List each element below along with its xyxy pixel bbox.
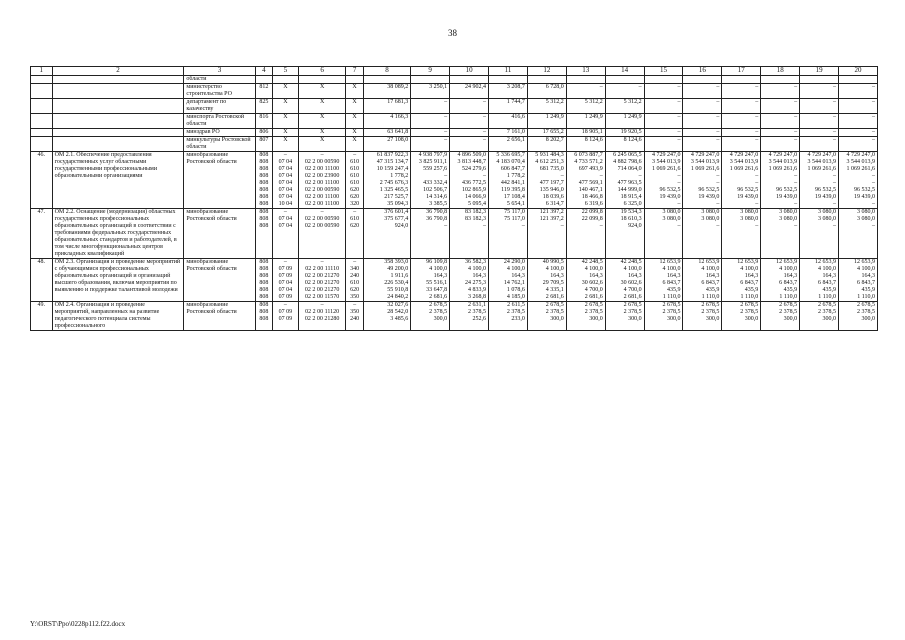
amount-cell: 2 611,5 2 378,5 233,0 [489,302,528,331]
amount-cell: 4 729 247,0 3 544 013,9 1 069 261,6 – – 96 532,5 19 439,0 – [683,152,722,209]
amount-cell: 4 729 247,0 3 544 013,9 1 069 261,6 – – 96 532,5 19 439,0 – [800,152,839,209]
amount-cell: 36 790,8 36 790,8 – [411,209,450,259]
row-number: 48. [31,259,53,302]
column-number: 8 [363,67,411,76]
amount-cell [363,76,411,84]
event-name [52,129,184,137]
amount-cell: – [644,114,683,129]
amount-cell [450,76,489,84]
amount-cell: 2 678,5 2 378,5 300,0 [527,302,566,331]
amount-cell: 4 729 247,0 3 544 013,9 1 069 261,6 – – 96 532,5 19 439,0 – [722,152,761,209]
amount-cell: 22 099,8 22 099,8 – [566,209,605,259]
table-row [31,76,878,84]
amount-cell: 4 896 509,0 3 813 448,7 524 279,6 – 436 772,5 102 865,9 14 066,9 5 095,4 [450,152,489,209]
amount-cell: 5 931 484,3 4 612 251,3 681 735,0 – 477 197,7 135 946,0 18 039,6 6 314,7 [527,152,566,209]
column-number: 3 [184,67,255,76]
event-name [52,84,184,99]
amount-cell: 3 080,0 3 080,0 – [839,209,878,259]
amount-cell: – [839,137,878,152]
amount-cell: 12 653,9 4 100,0 164,3 6 843,7 435,9 1 110,0 [800,259,839,302]
amount-cell [722,76,761,84]
amount-cell: – [800,114,839,129]
amount-cell [644,76,683,84]
table-row [31,129,878,137]
vr-code: Х [346,84,363,99]
row-number [31,99,53,114]
amount-cell: 4 729 247,0 3 544 013,9 1 069 261,6 – – 96 532,5 19 439,0 – [644,152,683,209]
rzpr-code: Х [272,84,298,99]
amount-cell: 121 397,2 121 397,2 – [527,209,566,259]
amount-cell: 6 728,0 [527,84,566,99]
amount-cell: 5 312,2 [527,99,566,114]
table-body [31,67,878,331]
csr-code: – 02 2 00 11110 02 2 00 21270 02 2 00 21270 02 2 00 21270 02 2 00 11570 [298,259,346,302]
column-number: 19 [800,67,839,76]
rzpr-code: – 07 09 07 09 [272,302,298,331]
amount-cell [761,76,800,84]
executor: области [184,76,255,84]
executor: министерство строительства РО [184,84,255,99]
amount-cell: 358 393,0 49 200,0 1 911,6 226 530,4 55 910,8 24 840,2 [363,259,411,302]
amount-cell: – [411,99,450,114]
rzpr-code: Х [272,114,298,129]
amount-cell: 5 312,2 [566,99,605,114]
amount-cell: 3 080,0 3 080,0 – [761,209,800,259]
amount-cell: 12 653,9 4 100,0 164,3 6 843,7 435,9 1 110,0 [683,259,722,302]
grbs-code: 812 [255,84,272,99]
event-name [52,114,184,129]
row-number [31,84,53,99]
table-row [31,259,878,302]
table-row [31,114,878,129]
amount-cell: 2 678,5 2 378,5 300,0 [605,302,644,331]
amount-cell: – [450,114,489,129]
amount-cell: 18 905,1 [566,129,605,137]
amount-cell: 8 202,7 [527,137,566,152]
amount-cell: – [722,99,761,114]
amount-cell: 24 290,0 4 100,0 164,3 14 762,1 1 078,6 4 185,0 [489,259,528,302]
amount-cell: 376 601,4 375 677,4 924,0 [363,209,411,259]
amount-cell: 6 245 065,5 4 882 798,6 714 064,0 – 477 963,5 144 999,0 18 915,4 6 325,0 [605,152,644,209]
amount-cell: – [605,84,644,99]
amount-cell: – [644,137,683,152]
amount-cell: 42 248,5 4 100,0 164,3 30 602,6 4 700,0 2 681,6 [566,259,605,302]
page-number: 38 [448,28,457,38]
amount-cell: 3 250,1 [411,84,450,99]
amount-cell: – [839,99,878,114]
csr-code: – 02 2 00 00590 02 2 00 11100 02 2 00 23900 02 2 00 11100 02 2 00 00590 02 2 00 11100 02 2 00 11100 [298,152,346,209]
amount-cell: 19 534,3 18 610,3 924,0 [605,209,644,259]
event-name [52,137,184,152]
amount-cell: – [761,84,800,99]
vr-code: – 340 240 610 620 350 [346,259,363,302]
csr-code: Х [298,137,346,152]
vr-code: Х [346,99,363,114]
row-number [31,129,53,137]
rzpr-code: Х [272,129,298,137]
amount-cell: 2 678,5 2 378,5 300,0 [566,302,605,331]
executor: департамент по казачеству [184,99,255,114]
grbs-code: 806 [255,129,272,137]
amount-cell: – [644,84,683,99]
amount-cell: – [800,129,839,137]
amount-cell: 8 124,6 [605,137,644,152]
amount-cell: – [411,137,450,152]
csr-code [298,76,346,84]
amount-cell: – [722,114,761,129]
amount-cell: – [839,114,878,129]
amount-cell: 3 080,0 3 080,0 – [644,209,683,259]
column-number: 12 [527,67,566,76]
amount-cell: 7 161,0 [489,129,528,137]
column-number: 10 [450,67,489,76]
executor: минобразование Ростовской области [184,152,255,209]
budget-table [30,66,878,331]
csr-code: – 02 2 00 00590 02 2 00 00590 [298,209,346,259]
row-number: 49. [31,302,53,331]
amount-cell: – [683,129,722,137]
executor: минобразование Ростовской области [184,259,255,302]
amount-cell: 2 678,5 2 378,5 300,0 [411,302,450,331]
amount-cell [605,76,644,84]
amount-cell: – [839,129,878,137]
amount-cell: 40 990,5 4 100,0 164,3 29 709,5 4 335,1 2 681,6 [527,259,566,302]
amount-cell: 12 653,9 4 100,0 164,3 6 843,7 435,9 1 110,0 [644,259,683,302]
amount-cell: 2 678,5 2 378,5 300,0 [761,302,800,331]
footer-file-path: Y:\ORST\Ppo\0228p112.f22.docx [30,620,126,628]
amount-cell: 36 582,3 4 100,0 164,3 24 275,3 4 833,9 3 268,8 [450,259,489,302]
amount-cell: 3 080,0 3 080,0 – [800,209,839,259]
amount-cell: 12 653,9 4 100,0 164,3 6 843,7 435,9 1 110,0 [722,259,761,302]
amount-cell: 5 312,2 [605,99,644,114]
executor: минобразование Ростовской области [184,209,255,259]
amount-cell: – [800,84,839,99]
amount-cell: – [450,137,489,152]
amount-cell: 2 656,1 [489,137,528,152]
amount-cell [489,76,528,84]
amount-cell [839,76,878,84]
grbs-code: 808 808 808 808 808 808 808 808 [255,152,272,209]
amount-cell: – [683,137,722,152]
amount-cell: 42 248,5 4 100,0 164,3 30 602,6 4 700,0 2 681,6 [605,259,644,302]
grbs-code: 808 808 808 [255,209,272,259]
column-number: 18 [761,67,800,76]
amount-cell: – [761,129,800,137]
table-row [31,302,878,331]
vr-code: Х [346,137,363,152]
amount-cell: 3 208,7 [489,84,528,99]
amount-cell: 2 678,5 2 378,5 300,0 [839,302,878,331]
amount-cell [683,76,722,84]
amount-cell [527,76,566,84]
amount-cell: – [761,99,800,114]
column-number: 1 [31,67,53,76]
amount-cell: 24 902,4 [450,84,489,99]
event-name [52,99,184,114]
column-number: 14 [605,67,644,76]
grbs-code: 808 808 808 [255,302,272,331]
amount-cell: – [722,137,761,152]
csr-code: – 02 2 00 11120 02 2 00 21280 [298,302,346,331]
csr-code: Х [298,114,346,129]
amount-cell: – [800,99,839,114]
amount-cell: – [761,114,800,129]
amount-cell: 4 729 247,0 3 544 013,9 1 069 261,6 – – 96 532,5 19 439,0 – [839,152,878,209]
rzpr-code [272,76,298,84]
amount-cell [800,76,839,84]
table-row [31,152,878,209]
amount-cell [411,76,450,84]
amount-cell: – [683,84,722,99]
amount-cell: 83 182,3 83 182,3 – [450,209,489,259]
column-number: 5 [272,67,298,76]
event-name: ОМ 2.3. Организация и проведение мероприятий с обучающимися профессиональных образовательных организаций и организаций высшего образования, включая мероприятия по выявлению и поддержке талантливой молодежи [52,259,184,302]
vr-code [346,76,363,84]
amount-cell: 2 631,1 2 378,5 252,6 [450,302,489,331]
amount-cell: 1 249,9 [527,114,566,129]
column-number: 20 [839,67,878,76]
column-number: 2 [52,67,184,76]
row-number [31,137,53,152]
grbs-code: 808 808 808 808 808 808 [255,259,272,302]
column-number: 13 [566,67,605,76]
event-name: ОМ 2.1. Обеспечение предоставления государственных услуг областными государственными профессиональными образовательными организациями [52,152,184,209]
amount-cell: 2 678,5 2 378,5 300,0 [800,302,839,331]
amount-cell: – [644,99,683,114]
table-row [31,137,878,152]
table-row [31,84,878,99]
amount-cell: – [839,84,878,99]
row-number [31,114,53,129]
amount-cell: 5 336 695,7 4 183 070,4 606 847,7 1 778,2 442 841,1 119 395,8 17 108,4 5 654,1 [489,152,528,209]
event-name: ОМ 2.4. Организация и проведение мероприятий, направленных на развитие педагогического потенциала системы профессионального [52,302,184,331]
row-number: 47. [31,209,53,259]
amount-cell: 27 108,0 [363,137,411,152]
csr-code: Х [298,99,346,114]
amount-cell: 17 681,3 [363,99,411,114]
amount-cell: – [411,129,450,137]
event-name: ОМ 2.2. Оснащение (модернизация) областных государственных профессиональных образовательных организаций в соответствии с требованиями федеральных государственных образовательных стандартов и работодателей, в том числе многофункциональных центров прикладных квалификаций [52,209,184,259]
vr-code: – 350 240 [346,302,363,331]
amount-cell: – [566,84,605,99]
amount-cell: 1 249,9 [566,114,605,129]
amount-cell: 63 641,8 [363,129,411,137]
amount-cell: 17 655,2 [527,129,566,137]
vr-code: Х [346,129,363,137]
vr-code: Х [346,114,363,129]
amount-cell: 2 678,5 2 378,5 300,0 [722,302,761,331]
amount-cell: 12 653,9 4 100,0 164,3 6 843,7 435,9 1 110,0 [761,259,800,302]
amount-cell: – [800,137,839,152]
amount-cell: – [644,129,683,137]
amount-cell: 96 109,8 4 100,0 164,3 55 516,1 33 647,8 2 681,6 [411,259,450,302]
amount-cell: – [450,129,489,137]
column-number: 9 [411,67,450,76]
column-number: 17 [722,67,761,76]
amount-cell: 416,6 [489,114,528,129]
vr-code: – 610 610 610 610 620 620 320 [346,152,363,209]
column-number: 6 [298,67,346,76]
amount-cell: 2 678,5 2 378,5 300,0 [683,302,722,331]
amount-cell: 61 837 922,3 47 315 134,7 10 159 247,4 1 778,2 2 745 676,3 1 325 465,5 217 525,7 35 094,3 [363,152,411,209]
rzpr-code: – 07 04 07 04 07 04 07 04 07 04 07 04 10 04 [272,152,298,209]
amount-cell: 6 073 887,7 4 733 571,2 697 493,9 – 477 569,1 140 467,1 18 466,8 6 319,6 [566,152,605,209]
column-number: 7 [346,67,363,76]
amount-cell: 3 080,0 3 080,0 – [722,209,761,259]
csr-code: Х [298,129,346,137]
executor: минздрав РО [184,129,255,137]
amount-cell: – [411,114,450,129]
grbs-code: 825 [255,99,272,114]
amount-cell: 32 027,6 28 542,0 3 485,6 [363,302,411,331]
column-number: 16 [683,67,722,76]
executor: минспорта Ростовской области [184,114,255,129]
amount-cell: 75 117,0 75 117,0 – [489,209,528,259]
amount-cell [566,76,605,84]
row-number [31,76,53,84]
vr-code: – 610 620 [346,209,363,259]
amount-cell: 1 249,9 [605,114,644,129]
amount-cell: 4 938 797,9 3 825 911,1 559 257,6 – 433 332,4 102 506,7 14 314,6 3 385,5 [411,152,450,209]
amount-cell: – [761,137,800,152]
row-number: 46. [31,152,53,209]
grbs-code [255,76,272,84]
amount-cell: 3 080,0 3 080,0 – [683,209,722,259]
column-number: 11 [489,67,528,76]
amount-cell: 12 653,9 4 100,0 164,3 6 843,7 435,9 1 110,0 [839,259,878,302]
amount-cell: – [683,114,722,129]
amount-cell: – [683,99,722,114]
rzpr-code: Х [272,99,298,114]
csr-code: Х [298,84,346,99]
table-row [31,99,878,114]
grbs-code: 807 [255,137,272,152]
amount-cell: 19 920,5 [605,129,644,137]
executor: минкультуры Ростовской области [184,137,255,152]
amount-cell: – [722,129,761,137]
column-number-row [31,67,878,76]
rzpr-code: – 07 09 07 09 07 04 07 04 07 09 [272,259,298,302]
column-number: 15 [644,67,683,76]
amount-cell: – [722,84,761,99]
amount-cell: – [450,99,489,114]
column-number: 4 [255,67,272,76]
amount-cell: 1 744,7 [489,99,528,114]
table-row [31,209,878,259]
amount-cell: 2 678,5 2 378,5 300,0 [644,302,683,331]
grbs-code: 816 [255,114,272,129]
rzpr-code: – 07 04 07 04 [272,209,298,259]
amount-cell: 38 089,2 [363,84,411,99]
rzpr-code: Х [272,137,298,152]
amount-cell: 8 124,6 [566,137,605,152]
amount-cell: 4 166,3 [363,114,411,129]
amount-cell: 4 729 247,0 3 544 013,9 1 069 261,6 – – 96 532,5 19 439,0 – [761,152,800,209]
event-name [52,76,184,84]
executor: минобразование Ростовской области [184,302,255,331]
